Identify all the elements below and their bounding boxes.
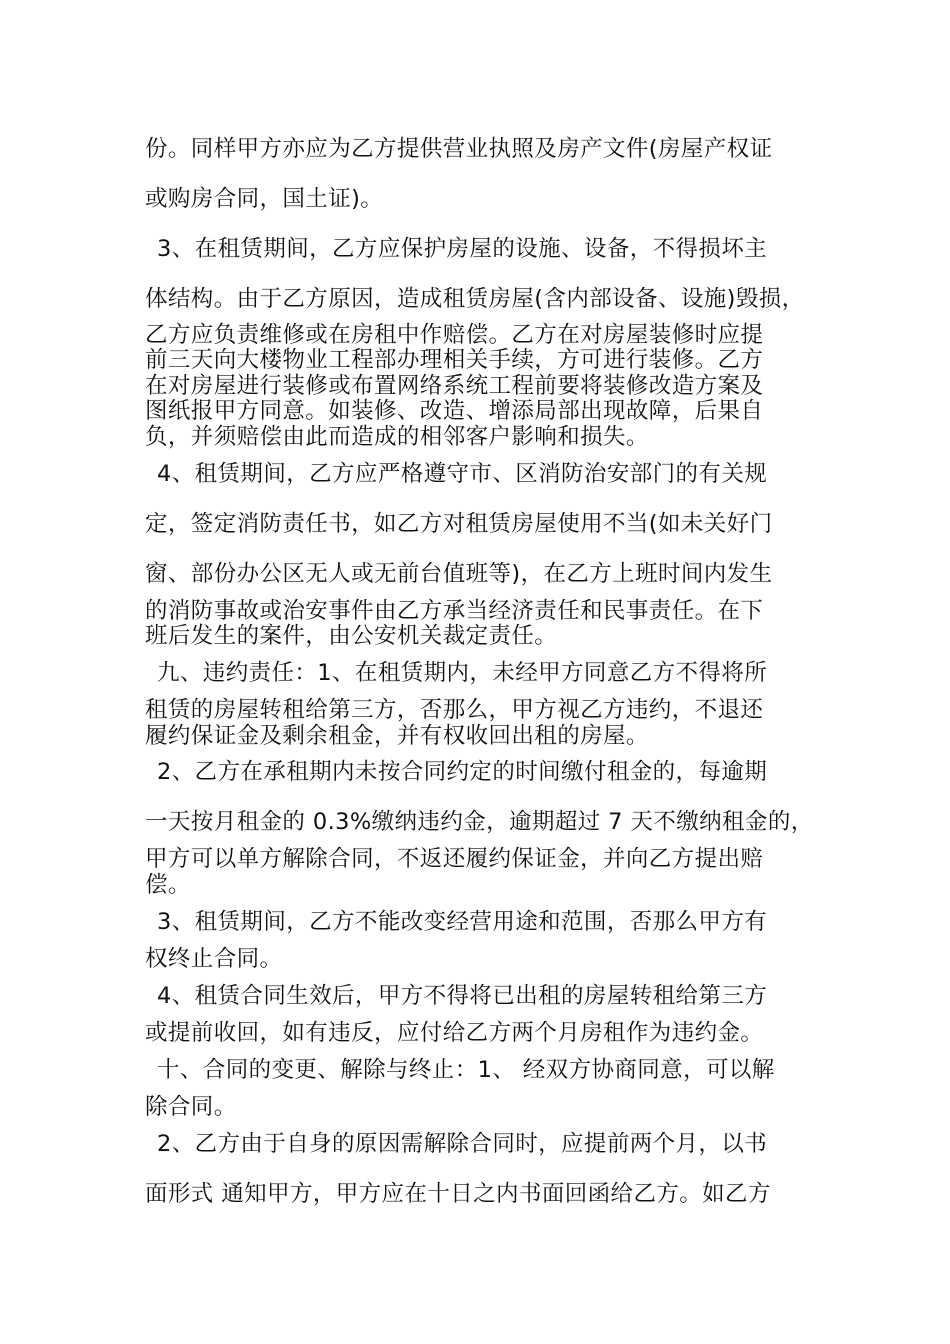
text-line: 4、租赁合同生效后，甲方不得将已出租的房屋转租给第三方: [157, 983, 768, 1009]
text-line: 一天按月租金的 0.3%缴纳违约金，逾期超过 7 天不缴纳租金的，: [145, 809, 814, 835]
text-line: 或购房合同，国土证)。: [145, 186, 384, 212]
text-line: 乙方应负责维修或在房租中作赔偿。乙方在对房屋装修时应提: [145, 322, 764, 348]
text-line: 图纸报甲方同意。如装修、改造、增添局部出现故障，后果自: [145, 398, 764, 424]
text-line: 窗、部份办公区无人或无前台值班等)，在乙方上班时间内发生: [145, 561, 773, 587]
text-line: 权终止合同。: [145, 946, 283, 972]
text-line: 偿。: [145, 872, 191, 898]
text-line: 2、乙方在承租期内未按合同约定的时间缴付租金的，每逾期: [157, 759, 768, 785]
text-line: 负，并须赔偿由此而造成的相邻客户影响和损失。: [145, 424, 649, 450]
text-line: 3、租赁期间，乙方不能改变经营用途和范围，否那么甲方有: [157, 909, 768, 935]
text-line: 十、合同的变更、解除与终止：1、 经双方协商同意，可以解: [157, 1057, 775, 1083]
text-line: 2、乙方由于自身的原因需解除合同时，应提前两个月，以书: [157, 1131, 768, 1157]
text-line: 面形式 通知甲方，甲方应在十日之内书面回函给乙方。如乙方: [145, 1181, 771, 1207]
text-line: 九、违约责任：1、在租赁期内，未经甲方同意乙方不得将所: [157, 660, 768, 686]
text-line: 3、在租赁期间，乙方应保护房屋的设施、设备，不得损坏主: [157, 236, 768, 262]
text-line: 甲方可以单方解除合同，不返还履约保证金，并向乙方提出赔: [145, 846, 764, 872]
text-line: 的消防事故或治安事件由乙方承当经济责任和民事责任。在下: [145, 598, 764, 624]
text-line: 体结构。由于乙方原因，造成租赁房屋(含内部设备、设施)毁损，: [145, 286, 805, 312]
text-line: 份。同样甲方亦应为乙方提供营业执照及房产文件(房屋产权证: [145, 136, 773, 162]
text-line: 4、租赁期间，乙方应严格遵守市、区消防治安部门的有关规: [157, 461, 768, 487]
text-line: 履约保证金及剩余租金，并有权收回出租的房屋。: [145, 723, 649, 749]
text-line: 班后发生的案件，由公安机关裁定责任。: [145, 623, 558, 649]
text-line: 或提前收回，如有违反，应付给乙方两个月房租作为违约金。: [145, 1020, 764, 1046]
text-line: 定，签定消防责任书，如乙方对租赁房屋使用不当(如未关好门: [145, 511, 773, 537]
text-line: 租赁的房屋转租给第三方，否那么，甲方视乙方违约，不退还: [145, 697, 764, 723]
text-line: 在对房屋进行装修或布置网络系统工程前要将装修改造方案及: [145, 373, 764, 399]
text-line: 前三天向大楼物业工程部办理相关手续，方可进行装修。乙方: [145, 347, 764, 373]
text-line: 除合同。: [145, 1094, 237, 1120]
